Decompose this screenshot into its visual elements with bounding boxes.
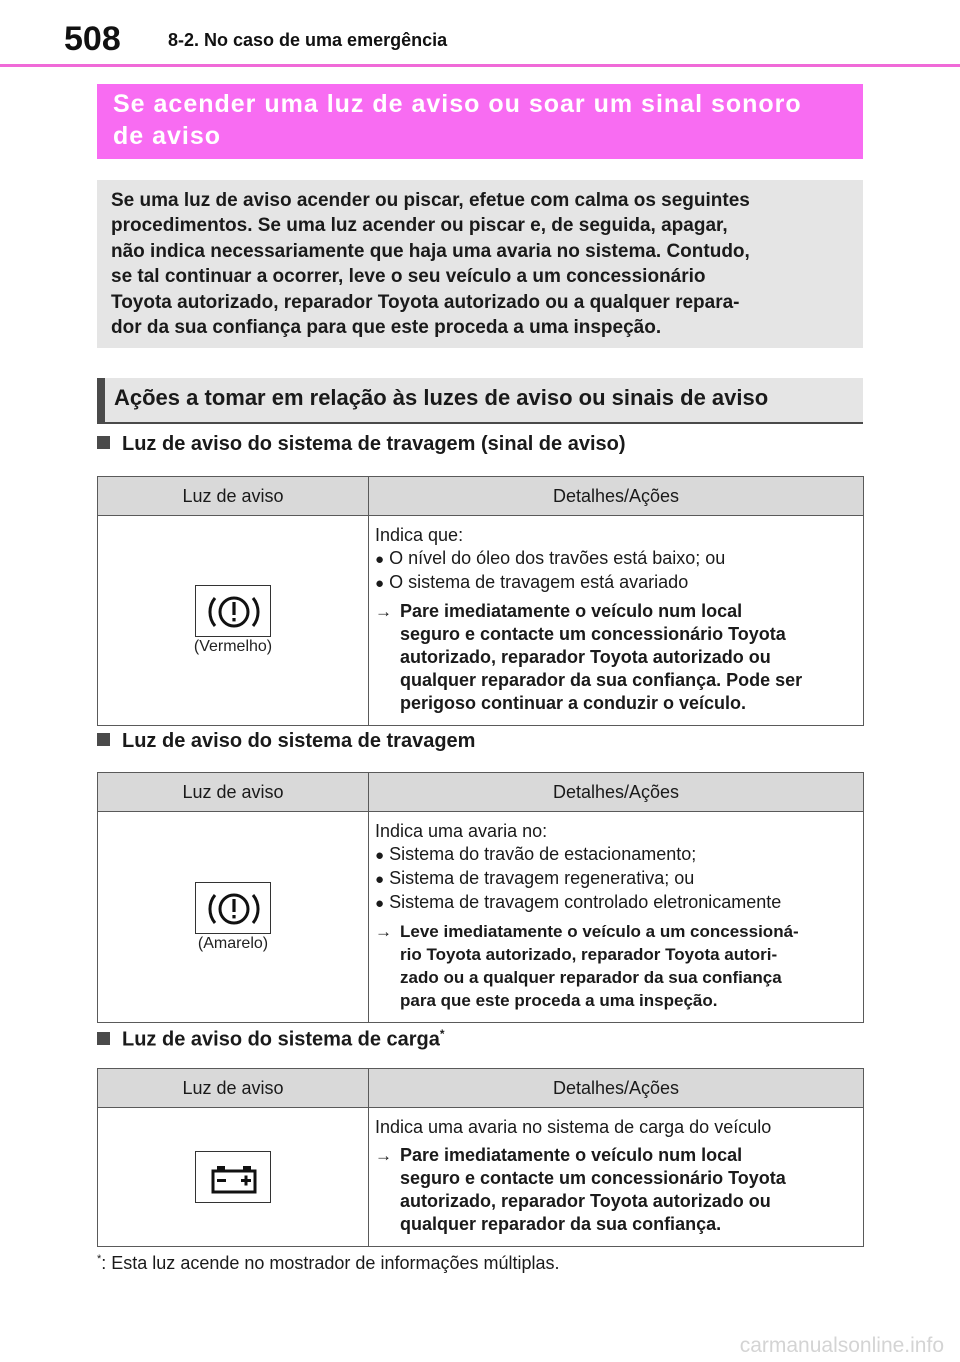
warning-table-brake: [97, 772, 864, 1023]
topic-banner: [97, 84, 863, 159]
subsection-title-text: Ações a tomar em relação às luzes de aviso ou sinais de aviso: [114, 385, 769, 410]
item-heading-text: Luz de aviso do sistema de travagem (sinal de aviso): [122, 433, 626, 455]
details-cell: [369, 516, 864, 726]
intro-line: Se uma luz de aviso acender ou piscar, efetue com calma os seguintes: [111, 190, 750, 211]
col-header-warning-light: Luz de aviso: [98, 477, 369, 516]
watermark: carmanualsonline.info: [739, 1334, 944, 1357]
action-line: Pare imediatamente o veículo num local: [400, 601, 743, 621]
icon-cell: [98, 1108, 369, 1247]
col-header-warning-light: Luz de aviso: [98, 773, 369, 812]
arrow-right-icon: →: [375, 922, 392, 941]
action-line: zado ou a qualquer reparador da sua confiança: [400, 968, 782, 987]
intro-line: se tal continuar a ocorrer, leve o seu veículo a um concessionário: [111, 266, 706, 288]
footnote-text: : Esta luz acende no mostrador de informações múltiplas.: [101, 1253, 560, 1273]
brake-warning-icon: [195, 882, 271, 934]
action: [375, 1144, 857, 1236]
arrow-right-icon: →: [375, 1146, 392, 1165]
icon-cell: [98, 516, 369, 726]
banner-line: Se acender uma luz de aviso ou soar um sinal sonoro: [113, 90, 802, 118]
action-line: Leve imediatamente o veículo a um concessioná-: [400, 922, 799, 941]
col-header-details: Detalhes/Ações: [369, 773, 864, 812]
action-text: [400, 920, 799, 1012]
intro-line: Toyota autorizado, reparador Toyota autorizado ou a qualquer repara-: [111, 291, 740, 313]
action-text: [400, 600, 802, 715]
square-bullet-icon: [97, 436, 110, 449]
col-header-details: Detalhes/Ações: [369, 1069, 864, 1108]
footnote-mark: *: [439, 1027, 445, 1041]
action-line: autorizado, reparador Toyota autorizado ou: [400, 647, 771, 667]
item-heading-text: Luz de aviso do sistema de travagem: [122, 730, 476, 752]
section-title: 8-2. No caso de uma emergência: [168, 30, 448, 50]
item-heading-text: Luz de aviso do sistema de carga: [122, 1028, 440, 1051]
action-line: autorizado, reparador Toyota autorizado ou: [400, 1191, 771, 1211]
action-line: seguro e contacte um concessionário Toyota: [400, 624, 786, 644]
item-heading-brake: [97, 730, 475, 753]
action-line: rio Toyota autorizado, reparador Toyota autori-: [400, 945, 778, 964]
icon-cell: [98, 812, 369, 1023]
arrow-right-icon: →: [375, 602, 392, 621]
details-intro: Indica que:: [375, 525, 464, 545]
action-line: para que este proceda a uma inspeção.: [400, 991, 718, 1010]
action-line: Pare imediatamente o veículo num local: [400, 1145, 743, 1165]
intro-line: procedimentos. Se uma luz acender ou piscar e, de seguida, apagar,: [111, 215, 728, 237]
details-cell: [369, 1108, 864, 1247]
battery-icon: [195, 1151, 271, 1203]
details-cell: [369, 812, 864, 1023]
icon-caption: (Vermelho): [193, 638, 273, 655]
footnote-mark: *: [97, 1253, 102, 1265]
action-line: qualquer reparador da sua confiança. Pode ser: [400, 670, 803, 690]
action: [375, 600, 857, 715]
warning-table-brake-signal: [97, 476, 864, 726]
intro-line: dor da sua confiança para que este proceda a uma inspeção.: [111, 317, 662, 339]
warning-table-charging: [97, 1068, 864, 1247]
action-line: qualquer reparador da sua confiança.: [400, 1214, 722, 1234]
action: [375, 920, 857, 1012]
item-heading-brake-signal: [97, 433, 626, 456]
footnote: [97, 1253, 560, 1274]
page-number: 508: [64, 20, 121, 58]
col-header-details: Detalhes/Ações: [369, 477, 864, 516]
intro-box: [97, 180, 863, 348]
action-text: [400, 1144, 786, 1236]
action-line: perigoso continuar a conduzir o veículo.: [400, 693, 747, 713]
square-bullet-icon: [97, 1032, 110, 1045]
square-bullet-icon: [97, 733, 110, 746]
details-intro: Indica uma avaria no:: [375, 821, 548, 841]
icon-caption: (Amarelo): [197, 934, 269, 952]
item-heading-charging: [97, 1027, 445, 1052]
subsection-title: [97, 378, 863, 424]
details-bullet: ● Sistema do travão de estacionamento;: [375, 843, 857, 867]
details-bullet: ● Sistema de travagem controlado eletronicamente: [375, 891, 857, 915]
details-intro: Indica uma avaria no sistema de carga do veículo: [375, 1117, 772, 1137]
brake-warning-icon: [195, 585, 271, 637]
banner-line: de aviso: [113, 122, 222, 150]
page-header: [0, 0, 960, 66]
details-bullet: ● O nível do óleo dos travões está baixo; ou: [375, 547, 857, 571]
header-rule: [0, 64, 960, 67]
action-line: seguro e contacte um concessionário Toyota: [400, 1168, 786, 1188]
details-bullet: ● O sistema de travagem está avariado: [375, 571, 857, 595]
col-header-warning-light: Luz de aviso: [98, 1069, 369, 1108]
details-bullet: ● Sistema de travagem regenerativa; ou: [375, 867, 857, 891]
intro-line: não indica necessariamente que haja uma avaria no sistema. Contudo,: [111, 240, 750, 262]
